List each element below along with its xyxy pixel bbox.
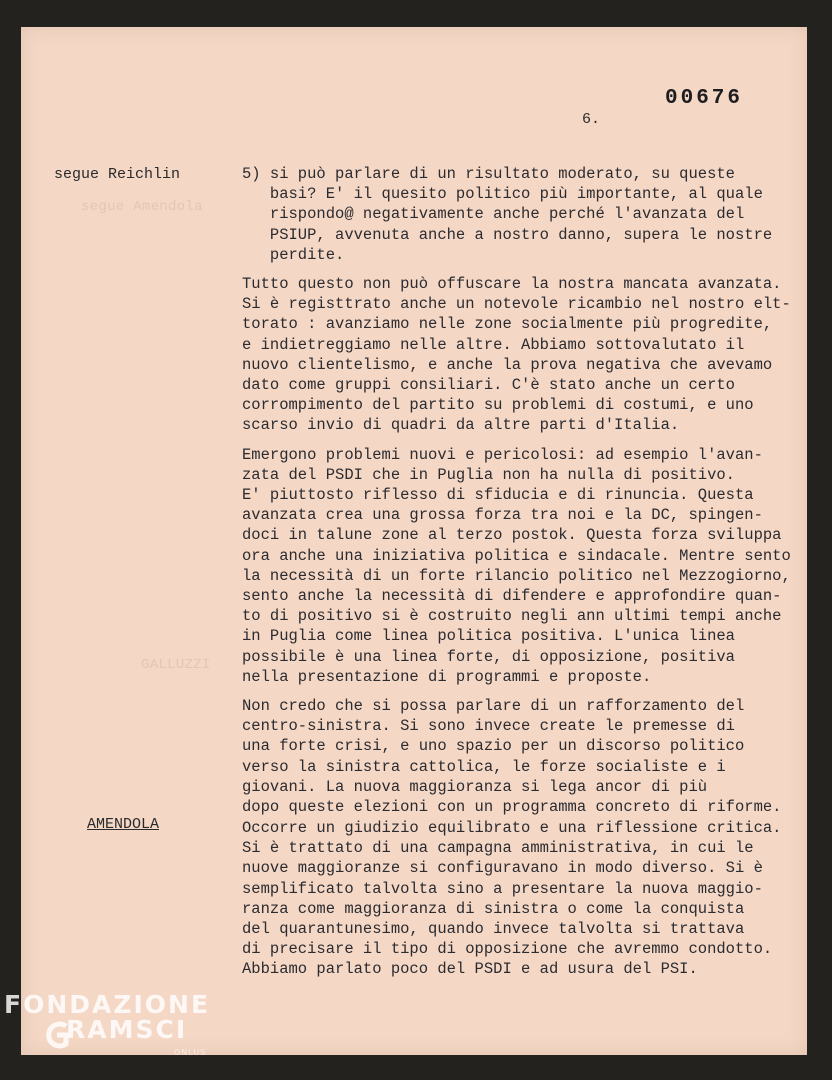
watermark-subtext: ONLUS (174, 1048, 207, 1057)
text-line: PSIUP, avvenuta anche a nostro danno, supera le nostre (242, 225, 773, 244)
bleed-through-text: GALLUZZI (141, 657, 211, 673)
speech-block (242, 164, 807, 826)
text-line: semplificato talvolta sino a presentare la nuova maggio- (242, 879, 763, 898)
text-line: di precisare il tipo di opposizione che avremmo condotto. (242, 940, 773, 959)
paragraph (242, 164, 807, 265)
text-line: torato : avanziamo nelle zone socialmente più progredite, (242, 315, 773, 334)
document-number: 00676 (664, 87, 743, 110)
archive-watermark-logo (4, 990, 214, 1057)
document-page (21, 27, 807, 1055)
text-line: corrompimento del partito su problemi di costumi, e uno (242, 396, 754, 415)
text-line: Non credo che si possa parlare di un rafforzamento del (242, 697, 745, 716)
text-line: ranza come maggioranza di sinistra o come la conquista (242, 899, 745, 918)
gramsci-g-icon (44, 1020, 70, 1050)
text-line: Emergono problemi nuovi e pericolosi: ad esempio l'avan- (242, 445, 763, 464)
text-line: scarso invio di quadri da altre parti d'Italia. (242, 416, 680, 435)
text-line: sento anche la necessità di difendere e approfondire quan- (242, 587, 782, 606)
text-line: zata del PSDI che in Puglia non ha nulla di positivo. (242, 465, 735, 484)
speech-block (242, 818, 807, 989)
paragraph (242, 445, 807, 687)
watermark-text: RAMSCI (66, 1015, 188, 1044)
page-number: 6. (582, 111, 601, 128)
text-line: nella presentazione di programmi e proposte. (242, 667, 652, 686)
paragraph (242, 818, 807, 980)
text-line: del quarantunesimo, quando invece talvolta si trattava (242, 920, 745, 939)
text-line: E' piuttosto riflesso di sfiducia e di rinuncia. Questa (242, 486, 754, 505)
text-line: dopo queste elezioni con un programma concreto di riforme. (242, 798, 782, 817)
text-line: verso la sinistra cattolica, le forze socialiste e i (242, 757, 726, 776)
text-line: Tutto questo non può offuscare la nostra mancata avanzata. (242, 275, 782, 294)
text-line: rispondo@ negativamente anche perché l'avanzata del (242, 205, 745, 224)
text-line: basi? E' il quesito politico più importante, al quale (242, 185, 763, 204)
text-line: doci in talune zone al terzo postok. Questa forza sviluppa (242, 526, 782, 545)
paragraph (242, 274, 807, 436)
text-line: nuovo clientelismo, e anche la prova negativa che avevamo (242, 355, 773, 374)
text-line: giovani. La nuova maggioranza si lega ancor di più (242, 777, 708, 796)
speaker-label: segue Reichlin (54, 166, 181, 183)
watermark-text: FONDAZIONE (4, 990, 211, 1019)
speaker-label: AMENDOLA (87, 816, 160, 833)
text-line: in Puglia come linea politica positiva. L'unica linea (242, 627, 735, 646)
text-line: dato come gruppi consiliari. C'è stato anche un certo (242, 376, 735, 395)
text-line: perdite. (242, 245, 345, 264)
text-line: ora anche una iniziativa politica e sindacale. Mentre sento (242, 546, 791, 565)
text-line: to di positivo si è costruito negli ann ultimi tempi anche (242, 607, 782, 626)
bleed-through-text: segue Amendola (81, 199, 203, 215)
text-line: possibile è una linea forte, di opposizione, positiva (242, 647, 735, 666)
text-line: una forte crisi, e uno spazio per un discorso politico (242, 737, 745, 756)
text-line: centro-sinistra. Si sono invece create le premesse di (242, 717, 735, 736)
text-line: avanzata crea una grossa forza tra noi e la DC, spingen- (242, 506, 763, 525)
text-line: la necessità di un forte rilancio politico nel Mezzogiorno, (242, 566, 791, 585)
text-line: 5) si può parlare di un risultato moderato, su queste (242, 165, 735, 183)
text-line: Si è trattato di una campagna amministrativa, in cui le (242, 839, 754, 858)
text-line: Occorre un giudizio equilibrato e una riflessione critica. (242, 819, 782, 837)
text-line: nuove maggioranze si configuravano in modo diverso. Si è (242, 859, 763, 878)
text-line: Abbiamo parlato poco del PSDI e ad usura del PSI. (242, 960, 698, 979)
paragraph (242, 696, 807, 817)
text-line: e indietreggiamo nelle altre. Abbiamo sottovalutato il (242, 335, 745, 354)
text-line: Si è registtrato anche un notevole ricambio nel nostro elt- (242, 295, 791, 314)
